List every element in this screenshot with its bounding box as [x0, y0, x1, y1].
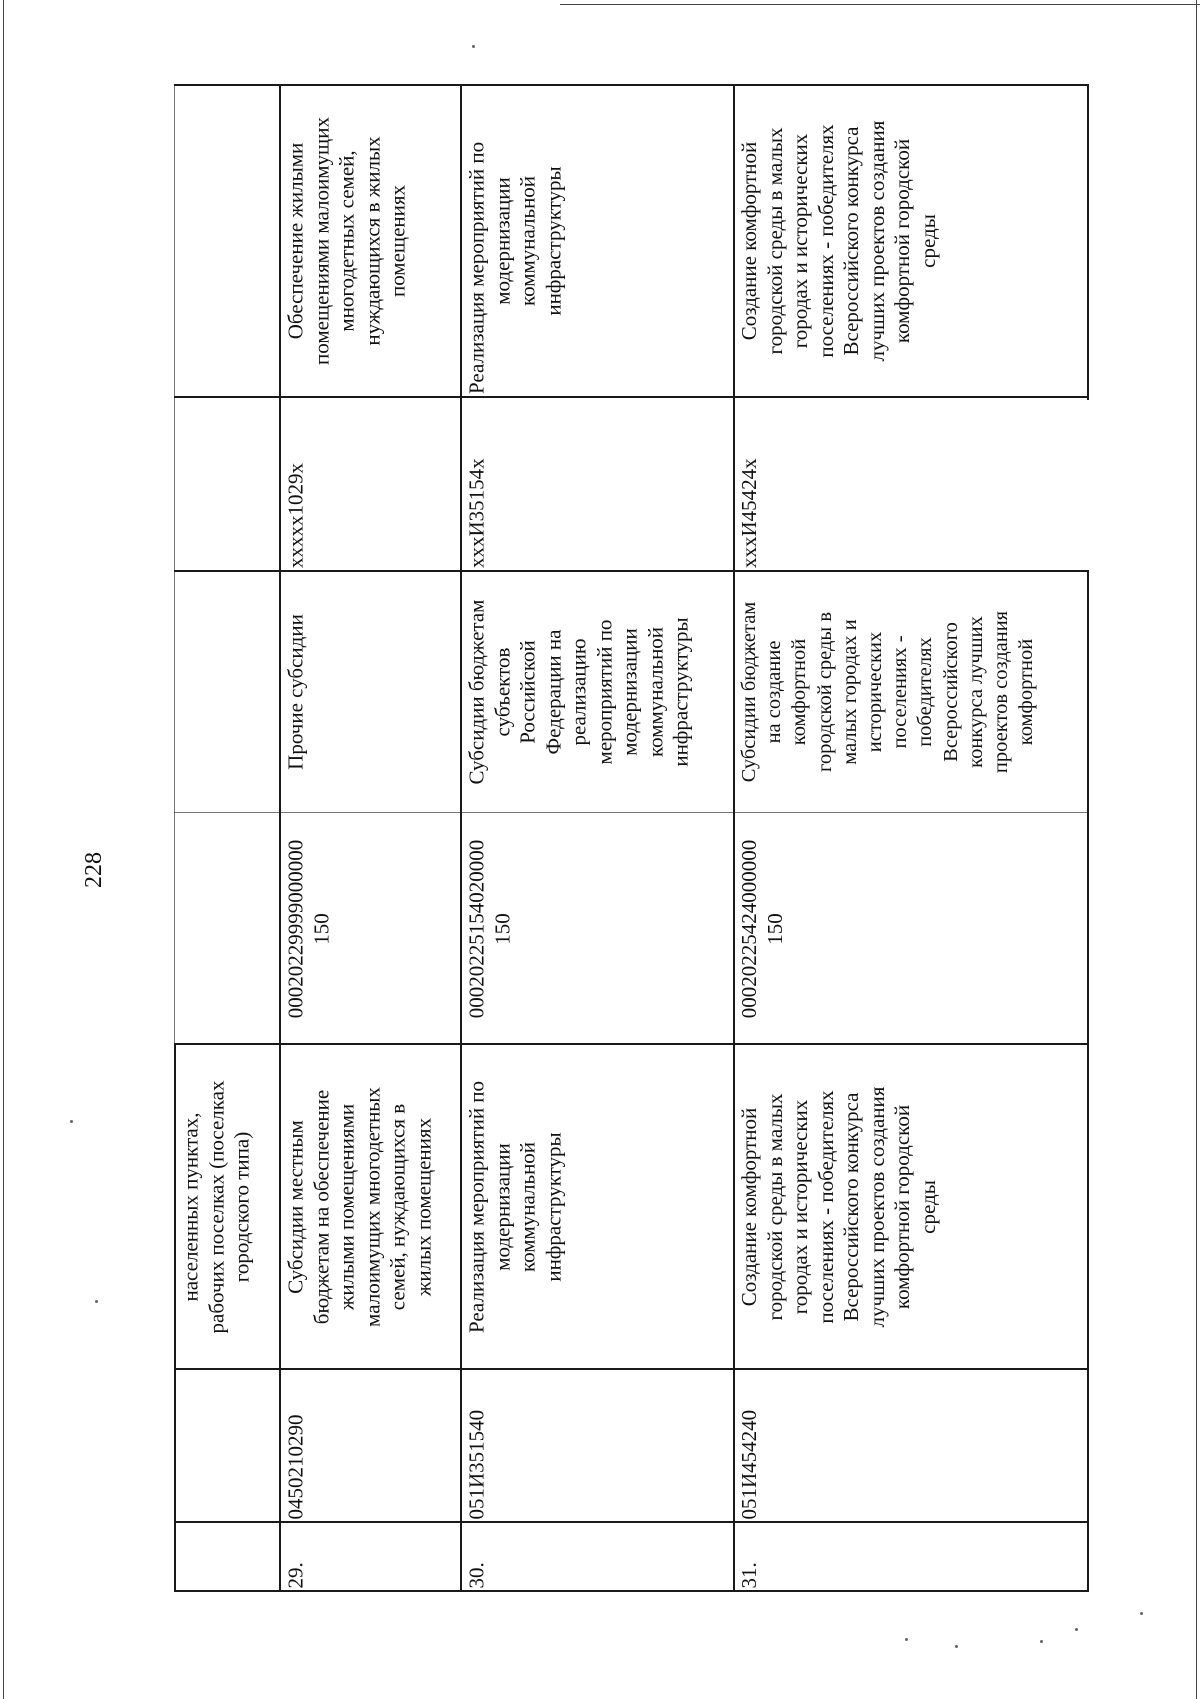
purpose: Обеспечение жилыми помещениями малоимущих многодетных семей, нуждающихся в жилых помещениях: [283, 117, 409, 365]
row-30-purpose-cell: [462, 86, 733, 396]
purpose: Создание комфортной городской среды в малых городах и исторических поселениях - победителях Всероссийского конкурса лучших проектов создания комфортной городской среды: [737, 120, 940, 362]
target-code: 0450210290: [283, 1414, 307, 1519]
row-29-purpose-cell: [281, 86, 460, 396]
scan-speck: [905, 1638, 908, 1641]
row-31-purpose-cell: [735, 86, 1087, 396]
revenue-name: Субсидии бюджетам субъектов Российской Федерации на реализацию мероприятий по модернизации коммунальной инфраструктуры: [464, 599, 692, 785]
revenue-code: 00020225154020000 150: [464, 839, 514, 1018]
target-name: Реализация мероприятий по модернизации коммунальной инфраструктуры: [464, 1080, 565, 1333]
row-31-number-cell: [735, 1523, 1087, 1590]
scan-speck: [95, 1300, 98, 1303]
row-30-target-code-cell: [462, 1370, 733, 1521]
scan-speck: [1040, 1640, 1043, 1643]
page-number: 228: [81, 852, 107, 888]
scan-speck: [70, 1120, 73, 1123]
row-30-number-cell: [462, 1523, 733, 1590]
row-30-revenue-name-cell: [462, 572, 733, 812]
row-31-revenue-name-cell: [735, 572, 1087, 812]
target-name: Создание комфортной городской среды в малых городах и исторических поселениях - победителях Всероссийского конкурса лучших проектов создания комфортной городской среды: [737, 1086, 940, 1327]
row-29-subsidy-code-cell: [281, 398, 460, 570]
grid-line: [174, 812, 1089, 813]
row-30-target-name-cell: [462, 1045, 733, 1368]
subsidy-code: xxxxx1029x: [283, 463, 307, 568]
row-30-revenue-code-cell: [462, 814, 733, 1043]
row-number: 31.: [737, 1561, 761, 1588]
row-31-revenue-code-cell: [735, 814, 1087, 1043]
purpose: Реализация мероприятий по модернизации коммунальной инфраструктуры: [464, 141, 565, 394]
revenue-code: 00020229999000000 150: [283, 839, 333, 1018]
grid-line: [174, 84, 175, 1043]
subsidy-code: xxxИ45424x: [737, 458, 761, 568]
row-29-revenue-code-cell: [281, 814, 460, 1043]
header-name-text: населенных пунктах, рабочих поселках (поселках городского типа): [178, 1080, 253, 1333]
target-code: 051И351540: [464, 1409, 488, 1519]
scan-speck: [472, 45, 475, 48]
row-30-subsidy-code-cell: [462, 398, 733, 570]
header-name-cell: [176, 1045, 279, 1368]
row-29-number-cell: [281, 1523, 460, 1590]
row-29-target-code-cell: [281, 1370, 460, 1521]
row-31-target-code-cell: [735, 1370, 1087, 1521]
revenue-code: 00020225424000000 150: [737, 839, 787, 1018]
target-code: 051И454240: [737, 1409, 761, 1519]
row-29-target-name-cell: [281, 1045, 460, 1368]
target-name: Субсидии местным бюджетам на обеспечение жилыми помещениями малоимущих многодетных семей, нуждающихся в жилых помещениях: [283, 1086, 435, 1327]
revenue-name: Прочие субсидии: [283, 614, 307, 770]
row-29-revenue-name-cell: [281, 572, 460, 812]
grid-line: [174, 1590, 1089, 1592]
revenue-name: Субсидии бюджетам на создание комфортной городской среды в малых городах и исторических поселениях - победителях Всероссийского конкурса лучших проектов создания комфортной: [738, 601, 1038, 783]
subsidy-code: xxxИ35154x: [464, 458, 488, 568]
grid-line: [1087, 84, 1089, 400]
row-31-target-name-cell: [735, 1045, 1087, 1368]
row-31-subsidy-code-cell: [735, 398, 1087, 570]
scan-speck: [1140, 1612, 1143, 1615]
row-number: 29.: [283, 1561, 307, 1588]
grid-line: [1087, 570, 1089, 1592]
scan-speck: [955, 1645, 958, 1648]
scan-speck: [1075, 1628, 1078, 1631]
row-number: 30.: [464, 1561, 488, 1588]
